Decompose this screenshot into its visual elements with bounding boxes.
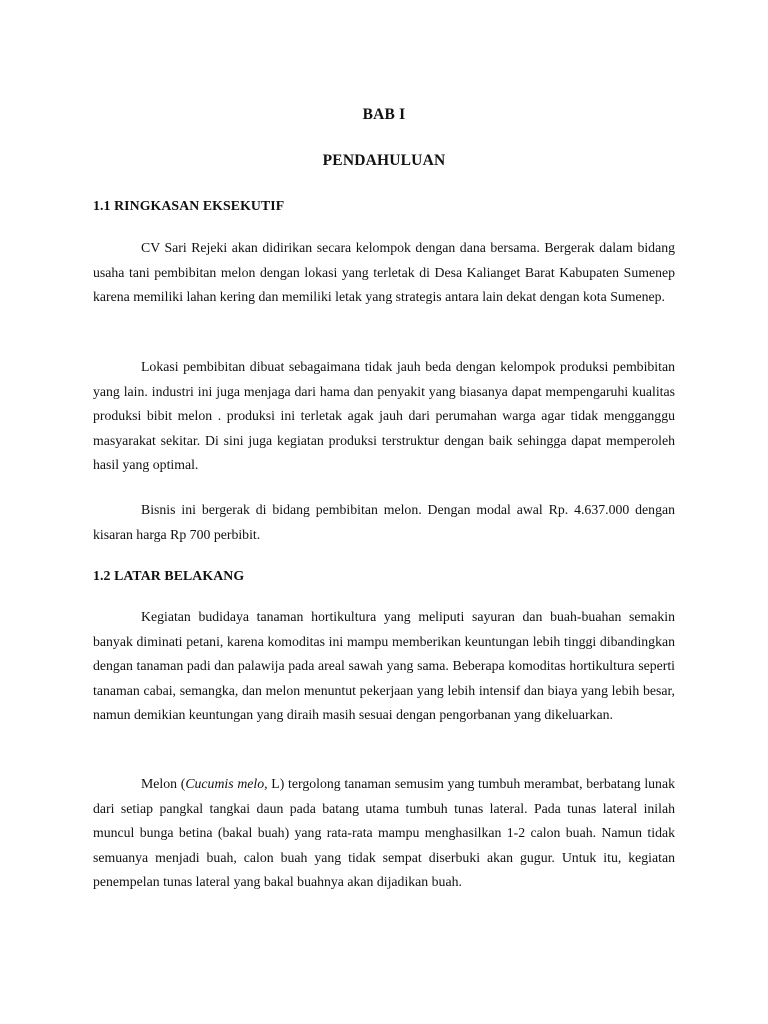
section-heading-ringkasan: 1.1 RINGKASAN EKSEKUTIF bbox=[93, 198, 285, 213]
paragraph: CV Sari Rejeki akan didirikan secara kelompok dengan dana bersama. Bergerak dalam bidang usaha tani pembibitan melon dengan lokasi yang terletak di Desa Kalianget Barat Kabupaten Sumenep karena memiliki lahan kering dan memiliki letak yang strategis antara lain dekat dengan kota Sumenep. bbox=[93, 240, 675, 304]
paragraph-text: Melon ( bbox=[141, 776, 186, 791]
paragraph: Kegiatan budidaya tanaman hortikultura yang meliputi sayuran dan buah-buahan semakin banyak diminati petani, karena komoditas ini mampu memberikan keuntungan lebih tinggi dibandingkan dengan tanaman padi dan palawija pada areal sawah yang sama. Beberapa komoditas hortikultura seperti tanaman cabai, semangka, dan melon menuntut pekerjaan yang lebih intensif dan biaya yang lebih besar, namun demikian keuntungan yang diraih masih sesuai dengan pengorbanan yang dikeluarkan. bbox=[93, 609, 675, 722]
paragraph: Bisnis ini bergerak di bidang pembibitan melon. Dengan modal awal Rp. 4.637.000 dengan kisaran harga Rp 700 perbibit. bbox=[93, 502, 675, 542]
section-heading-latar-belakang: 1.2 LATAR BELAKANG bbox=[93, 568, 245, 583]
scientific-name: Cucumis melo bbox=[185, 776, 265, 791]
paragraph: Lokasi pembibitan dibuat sebagaimana tidak jauh beda dengan kelompok produksi pembibitan yang lain. industri ini juga menjaga dari hama dan penyakit yang biasanya dapat mempengaruhi kualitas produksi bibit melon . produksi ini terletak agak jauh dari perumahan warga agar tidak mengganggu masyarakat sekitar. Di sini juga kegiatan produksi terstruktur dengan baik sehingga dapat memperoleh hasil yang optimal. bbox=[93, 359, 675, 472]
chapter-title: PENDAHULUAN bbox=[322, 152, 446, 169]
chapter-number: BAB I bbox=[362, 106, 406, 123]
paragraph-text: , L) tergolong tanaman semusim yang tumbuh merambat, berbatang lunak dari setiap pangkal tangkai daun pada batang utama tumbuh tunas lateral. Pada tunas lateral inilah muncul bunga betina (bakal buah) yang rata-rata mampu menghasilkan 1-2 calon buah. Namun tidak semuanya menjadi buah, calon buah yang tidak sempat diserbuki akan gugur. Untuk itu, kegiatan penempelan tunas lateral yang bakal buahnya akan dijadikan buah. bbox=[93, 776, 675, 889]
paragraph-melon bbox=[93, 772, 675, 895]
